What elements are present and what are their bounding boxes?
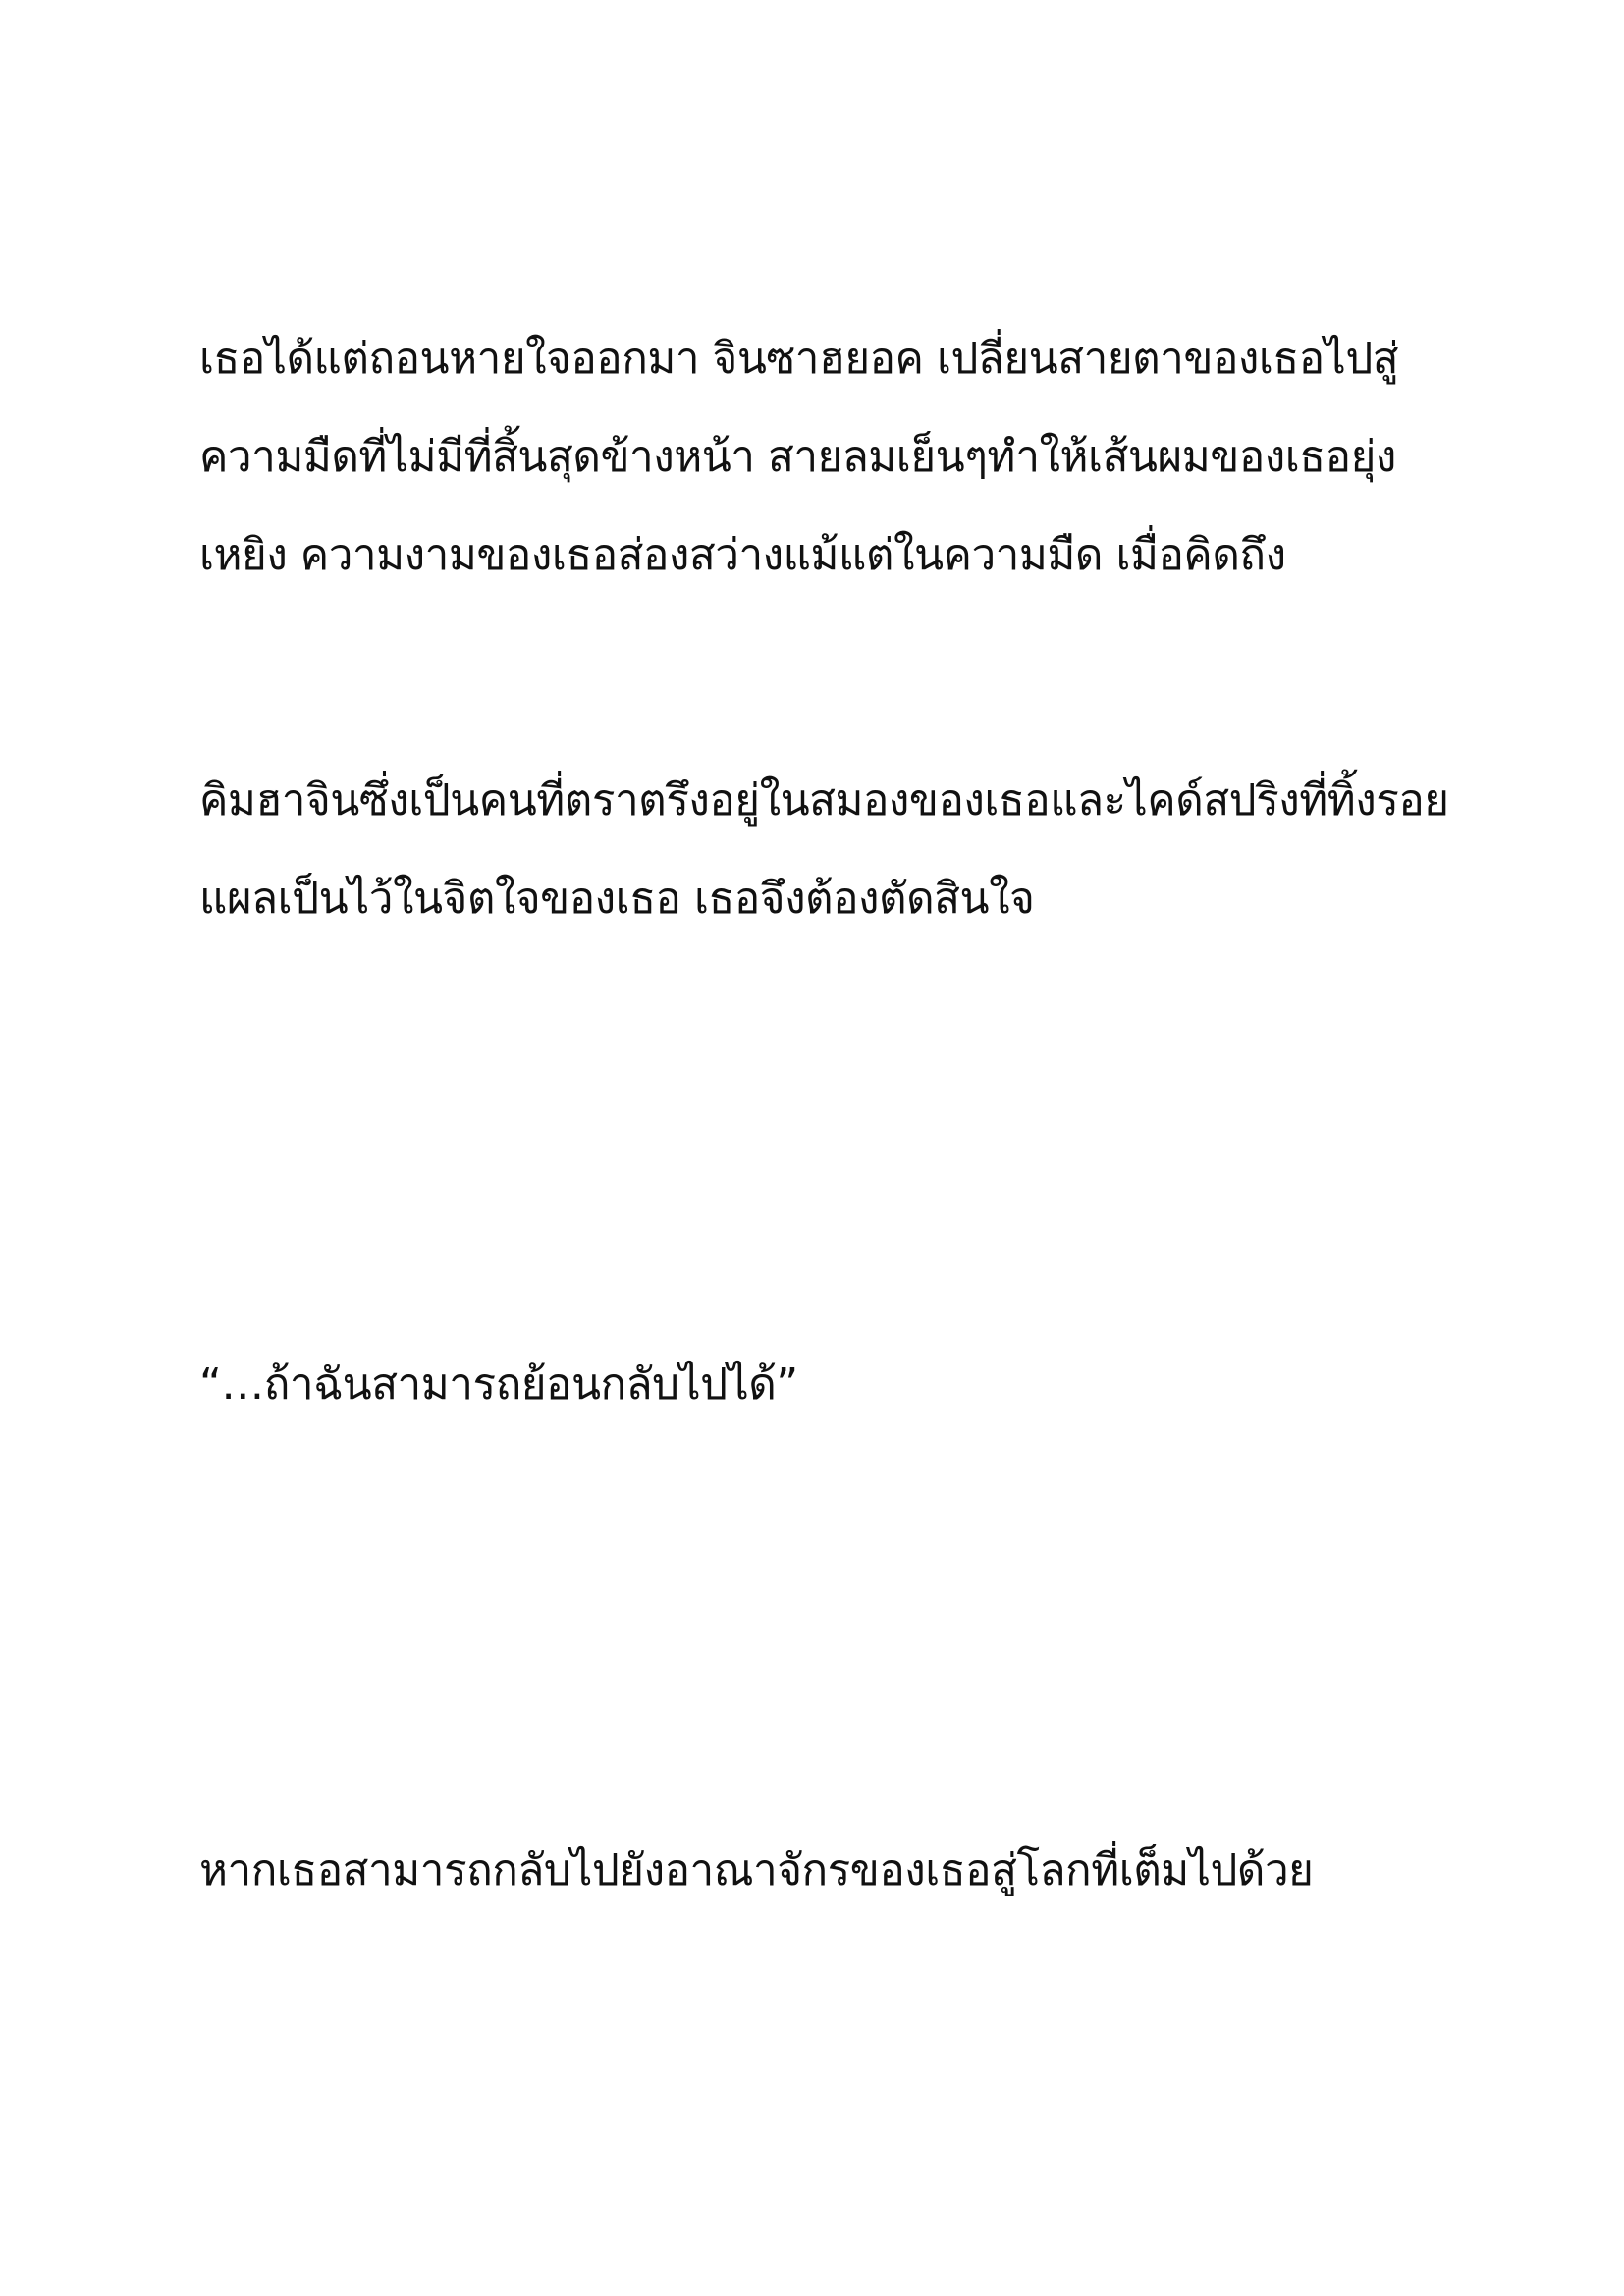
- paragraph-2-line-1: คิมฮาจินซึ่งเป็นคนที่ตราตรึงอยู่ในสมองของเธอและไคด์สปริงที่ทิ้งรอย: [199, 775, 1449, 826]
- paragraph-1-line-2: ความมืดที่ไม่มีที่สิ้นสุดข้างหน้า สายลมเย็นๆทำให้เส้นผมของเธอยุ่ง: [199, 432, 1396, 482]
- paragraph-1-line-1: เธอได้แต่ถอนหายใจออกมา จินซาฮยอค เปลี่ยนสายตาของเธอไปสู่: [199, 334, 1399, 384]
- paragraph-2-line-2: แผลเป็นไว้ในจิตใจของเธอ เธอจึงต้องตัดสินใจ: [199, 874, 1035, 924]
- paragraph-3-line-1: หากเธอสามารถกลับไปยังอาณาจักรของเธอสู่โลกที่เต็มไปด้วย: [199, 1845, 1314, 1896]
- dialogue-quote: “…ถ้าฉันสามารถย้อนกลับไปได้”: [199, 1360, 798, 1410]
- paragraph-1-line-3: เหยิง ความงามของเธอส่องสว่างแม้แต่ในความมืด เมื่อคิดถึง: [199, 530, 1286, 580]
